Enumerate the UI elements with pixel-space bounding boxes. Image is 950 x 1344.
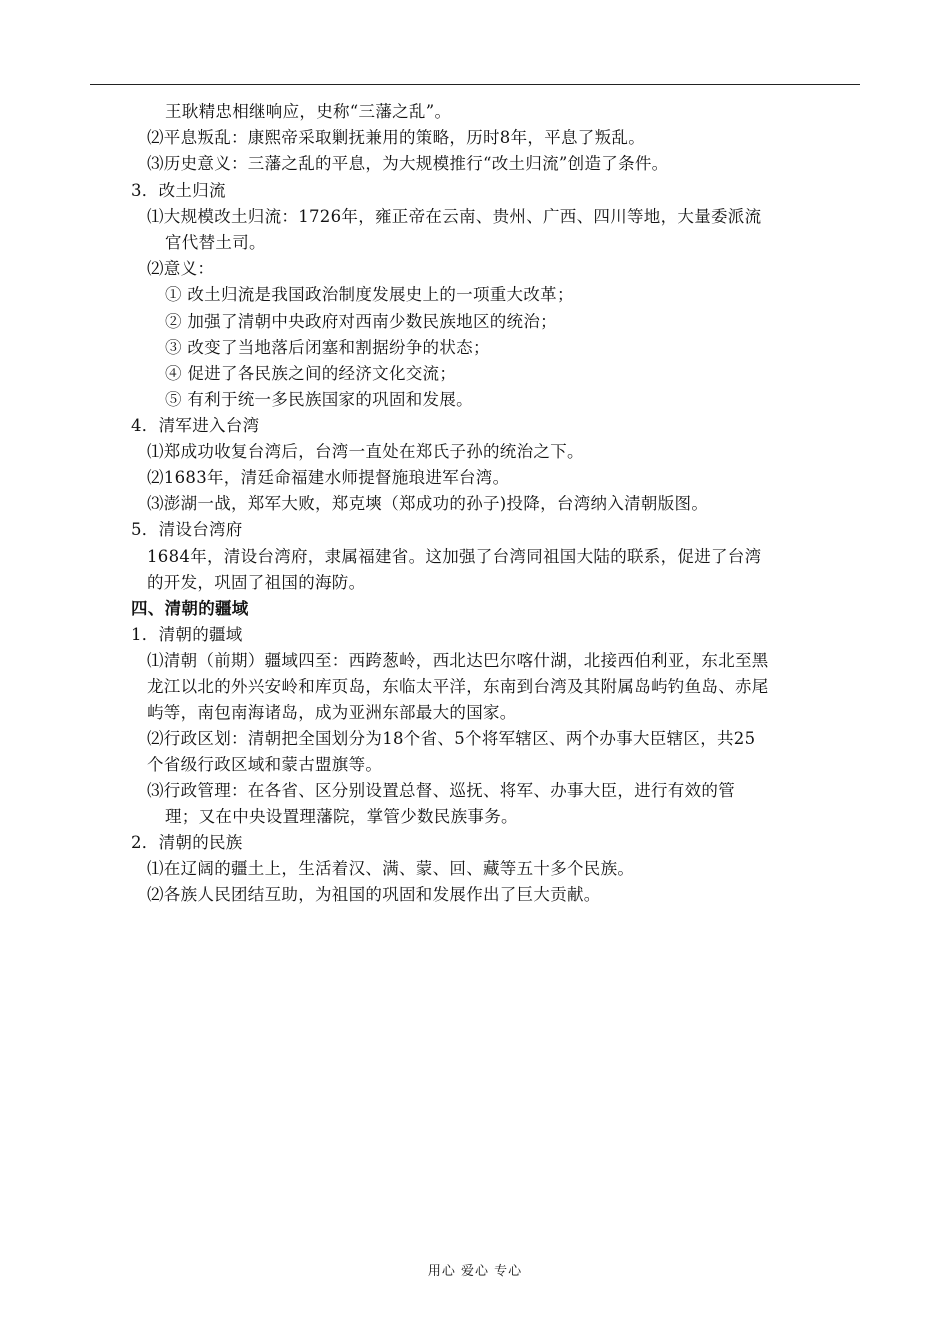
list-item: ③ 改变了当地落后闭塞和割据纷争的状态； [165,338,490,357]
text-line: ⑵平息叛乱：康熙帝采取剿抚兼用的策略，历时8年，平息了叛乱。 [147,128,645,147]
text-line: ⑴大规模改土归流：1726年，雍正帝在云南、贵州、广西、四川等地，大量委派流 [147,207,762,226]
text-line: ⑶历史意义：三藩之乱的平息，为大规模推行“改土归流”创造了条件。 [147,154,669,173]
section-heading: 4．清军进入台湾 [131,416,260,435]
section-heading: 3．改土归流 [131,181,226,200]
page-footer: 用心 爱心 专心 [427,1264,523,1279]
section-heading: 2．清朝的民族 [131,833,243,852]
text-line: 1684年，清设台湾府，隶属福建省。这加强了台湾同祖国大陆的联系，促进了台湾 [147,547,762,566]
text-line: ⑵意义： [147,259,215,278]
list-item: ⑤ 有利于统一多民族国家的巩固和发展。 [165,390,473,409]
chapter-heading: 四、清朝的疆域 [131,599,249,618]
text-line: ⑴清朝（前期）疆域四至：西跨葱岭，西北达巴尔喀什湖，北接西伯利亚，东北至黑 [147,651,769,670]
text-line: 龙江以北的外兴安岭和库页岛，东临太平洋，东南到台湾及其附属岛屿钓鱼岛、赤尾 [147,677,769,696]
text-line: ⑴郑成功收复台湾后，台湾一直处在郑氏子孙的统治之下。 [147,442,584,461]
text-line: 屿等，南包南海诸岛，成为亚洲东部最大的国家。 [147,703,517,722]
text-line: ⑵行政区划：清朝把全国划分为18个省、5个将军辖区、两个办事大臣辖区，共25 [147,729,756,748]
text-line: 王耿精忠相继响应，史称“三藩之乱”。 [165,102,452,121]
section-heading: 1．清朝的疆域 [131,625,243,644]
text-line: ⑵1683年，清廷命福建水师提督施琅进军台湾。 [147,468,510,487]
text-line: 官代替土司。 [165,233,266,252]
text-line: 个省级行政区域和蒙古盟旗等。 [147,755,383,774]
text-line: 理；又在中央设置理藩院，掌管少数民族事务。 [165,807,518,826]
text-line: ⑶澎湖一战，郑军大败，郑克塽（郑成功的孙子)投降，台湾纳入清朝版图。 [147,494,709,513]
list-item: ④ 促进了各民族之间的经济文化交流； [165,364,457,383]
list-item: ② 加强了清朝中央政府对西南少数民族地区的统治； [165,312,557,331]
text-line: ⑶行政管理：在各省、区分别设置总督、巡抚、将军、办事大臣，进行有效的管 [147,781,735,800]
header-rule [90,84,860,85]
text-line: ⑴在辽阔的疆土上，生活着汉、满、蒙、回、藏等五十多个民族。 [147,859,635,878]
section-heading: 5．清设台湾府 [131,520,243,539]
text-line: 的开发，巩固了祖国的海防。 [147,573,366,592]
text-line: ⑵各族人民团结互助，为祖国的巩固和发展作出了巨大贡献。 [147,885,601,904]
list-item: ① 改土归流是我国政治制度发展史上的一项重大改革； [165,285,574,304]
